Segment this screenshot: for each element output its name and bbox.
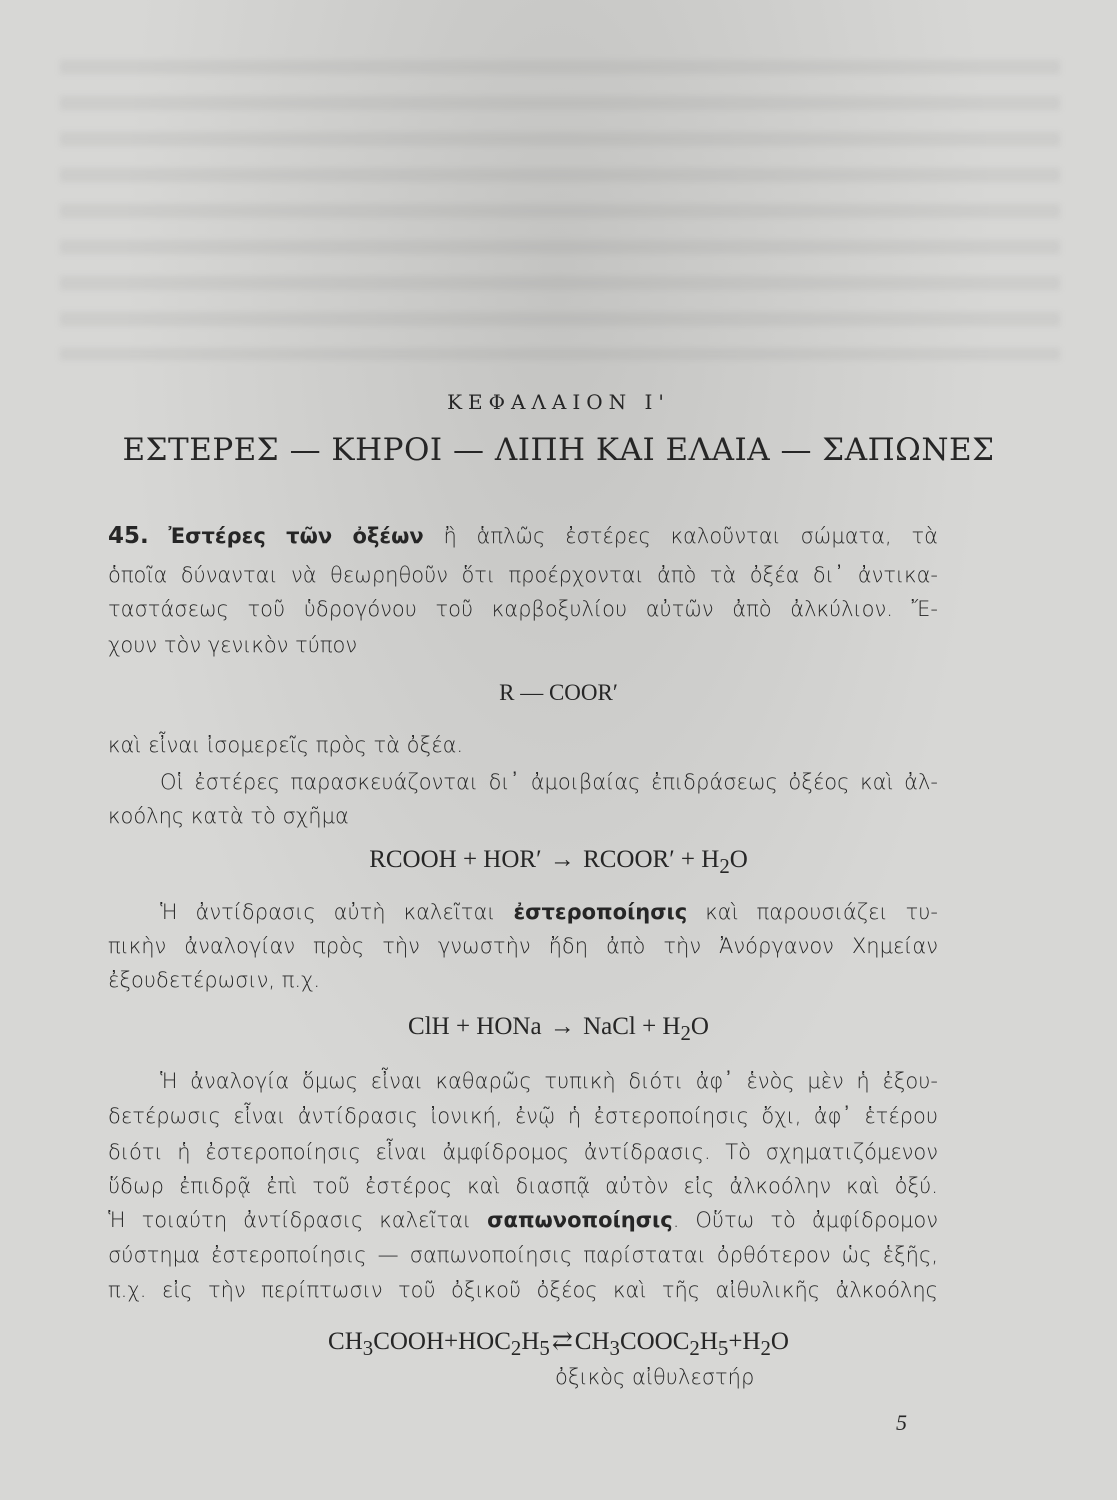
formula-part: O [770,1328,789,1355]
esterification-formula [0,846,1117,879]
paragraph-line [108,900,938,924]
term-saponification: σαπωνοποίησις [487,1208,673,1232]
formula-part: CH [328,1328,363,1355]
formula-part: ClH + HONa [408,1013,542,1040]
term-esterification: ἐστεροποίησις [513,900,688,924]
paragraph-line: ὕδωρ ἐπιδρᾷ ἐπὶ τοῦ ἐστέρος καὶ διασπᾷ αὐτὸν εἰς ἀλκοόλην καὶ ὀξύ. [108,1174,938,1198]
text-fragment: ἢ ἁπλῶς ἐστέρες καλοῦνται σώματα, τὰ [443,524,938,548]
general-formula: R — COOR′ [499,680,618,705]
subscript: 2 [510,1336,522,1360]
paragraph-line: πικὴν ἀναλογίαν πρὸς τὴν γνωστὴν ἤδη ἀπὸ τὴν Ἀνόργανον Χημείαν [108,934,938,958]
paragraph-line: κοόλης κατὰ τὸ σχῆμα [108,804,349,828]
formula-part: COOH+HOC [373,1328,511,1355]
equilibrium-arrow: ⇄ [551,1328,573,1355]
page-number: 5 [896,1410,907,1435]
chapter-title: ΕΣΤΕΡΕΣ — ΚΗΡΟΙ — ΛΙΠΗ ΚΑΙ ΕΛΑΙΑ — ΣΑΠΩΝΕΣ [122,432,995,468]
subscript: 3 [609,1336,620,1360]
formula-part: O [690,1013,709,1040]
paragraph-line [108,1208,938,1232]
formula-part: RCOOH + HOR′ [369,846,542,873]
reaction-arrow: → [549,1013,575,1040]
neutralization-formula [0,1013,1117,1046]
paragraph-line [108,523,938,549]
formula-part: +H [728,1328,761,1355]
subscript: 5 [717,1336,729,1360]
paragraph-line: διότι ἡ ἐστεροποίησις εἶναι ἀμφίδρομος ἀντίδρασις. Τὸ σχηματιζόμενον [108,1140,938,1164]
paragraph-line: Ἡ ἀναλογία ὅμως εἶναι καθαρῶς τυπικὴ διότι ἀφ᾽ ἑνὸς μὲν ἡ ἐξου- [160,1069,938,1093]
text-fragment: Ἡ τοιαύτη ἀντίδρασις καλεῖται [108,1208,472,1232]
bleed-through-shadow [60,60,1060,360]
chapter-label: ΚΕΦΑΛΑΙΟΝ Ι' [447,390,670,414]
section-heading: Ἐστέρες τῶν ὀξέων [168,524,424,548]
subscript: 2 [689,1336,700,1360]
subscript: 2 [760,1336,771,1360]
paragraph-line: π.χ. εἰς τὴν περίπτωσιν τοῦ ὀξικοῦ ὀξέος καὶ τῆς αἰθυλικῆς ἀλκοόλης [108,1278,938,1302]
text-fragment: Ἡ ἀντίδρασις αὐτὴ καλεῖται [160,900,496,924]
paragraph-line: χουν τὸν γενικὸν τύπον [108,633,358,657]
paragraph-line: δετέρωσις εἶναι ἀντίδρασις ἰονική, ἐνῷ ἡ ἐστεροποίησις ὄχι, ἀφ᾽ ἑτέρου [108,1104,938,1128]
ethyl-acetate-equation [0,1326,1117,1361]
text-fragment: . Οὕτω τὸ ἀμφίδρομον [672,1208,938,1232]
formula-part: RCOOR′ + H [583,846,720,873]
formula-caption: ὀξικὸς αἰθυλεστήρ [555,1365,755,1389]
section-number: 45. [108,523,149,549]
formula-part: H [521,1328,540,1355]
formula-part: H [699,1328,718,1355]
formula-part: CH [574,1328,610,1355]
subscript: 2 [680,1021,691,1045]
paragraph-line: καὶ εἶναι ἰσομερεῖς πρὸς τὰ ὀξέα. [108,733,464,757]
paragraph-line: ἐξουδετέρωσιν, π.χ. [108,968,321,992]
paragraph-line: ὁποῖα δύνανται νὰ θεωρηθοῦν ὅτι προέρχονται ἀπὸ τὰ ὀξέα δι᾽ ἀντικα- [108,563,938,587]
paragraph-line: Οἱ ἐστέρες παρασκευάζονται δι᾽ ἀμοιβαίας ἐπιδράσεως ὀξέος καὶ ἀλ- [160,770,938,794]
formula-part: NaCl + H [583,1013,681,1040]
formula-part: O [729,846,748,873]
reaction-arrow: → [549,846,575,873]
text-fragment: καὶ παρουσιάζει τυ- [705,900,938,924]
paragraph-line: ταστάσεως τοῦ ὑδρογόνου τοῦ καρβοξυλίου αὐτῶν ἀπὸ ἀλκύλιον. Ἔ- [108,597,938,621]
subscript: 3 [362,1336,374,1360]
subscript: 5 [539,1336,550,1360]
paragraph-line: σύστημα ἐστεροποίησις — σαπωνοποίησις παρίσταται ὀρθότερον ὡς ἑξῆς, [108,1243,938,1267]
subscript: 2 [719,854,730,878]
formula-part: COOC [619,1328,690,1355]
